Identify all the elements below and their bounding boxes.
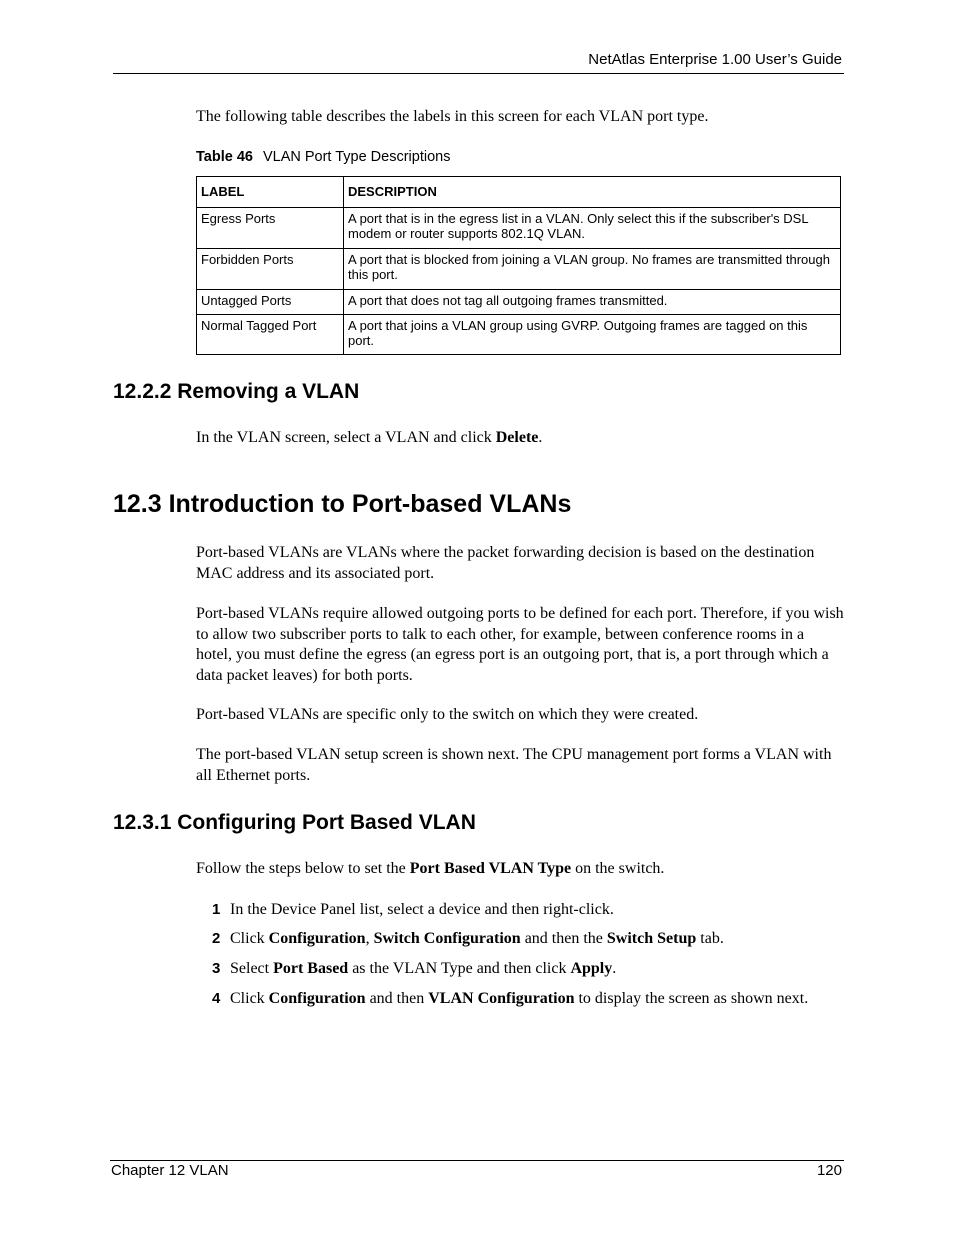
- running-header: NetAtlas Enterprise 1.00 User’s Guide: [588, 51, 842, 68]
- table-row: [197, 315, 841, 355]
- step-text-fragment: and then the: [520, 930, 607, 947]
- row-description: A port that joins a VLAN group using GVRP. Outgoing frames are tagged on this port.: [344, 315, 841, 355]
- section-heading-configuring-port-based-vlan: 12.3.1 Configuring Port Based VLAN: [113, 811, 476, 834]
- step-text: [230, 929, 835, 949]
- step-text-fragment: In the Device Panel list, select a device and then right-click.: [230, 901, 614, 918]
- step-text-fragment: ,: [365, 930, 374, 947]
- body-paragraph: The port-based VLAN setup screen is shown next. The CPU management port forms a VLAN with all Ethernet ports.: [196, 746, 832, 784]
- column-header-description: DESCRIPTION: [344, 177, 841, 208]
- step-text-fragment: .: [612, 960, 617, 977]
- lead-text-before: Follow the steps below to set the: [196, 860, 410, 877]
- step-number: 1: [212, 901, 221, 918]
- step-text-fragment: Select: [230, 960, 274, 977]
- removing-text-before: In the VLAN screen, select a VLAN and click: [196, 429, 496, 446]
- step-number: 3: [212, 960, 221, 977]
- row-description: A port that is blocked from joining a VLAN group. No frames are transmitted through this port.: [344, 249, 841, 290]
- table-caption-title: VLAN Port Type Descriptions: [262, 149, 451, 165]
- table-caption: [196, 149, 450, 165]
- table-row: [197, 249, 841, 290]
- step-text-fragment: and then: [365, 990, 429, 1007]
- step-text-fragment: as the VLAN Type and then click: [348, 960, 571, 977]
- row-label: Normal Tagged Port: [197, 315, 344, 355]
- row-label: Egress Ports: [197, 208, 344, 249]
- step-bold-term: VLAN Configuration: [428, 990, 575, 1007]
- lead-text-after: on the switch.: [571, 860, 665, 877]
- table-caption-label: Table 46: [196, 149, 253, 165]
- removing-text-after: .: [538, 429, 543, 446]
- step-text-fragment: Click: [230, 990, 269, 1007]
- chapter-heading-port-based-vlans: 12.3 Introduction to Port-based VLANs: [113, 490, 572, 518]
- table-row: [197, 208, 841, 249]
- step-bold-term: Switch Configuration: [373, 930, 521, 947]
- removing-vlan-paragraph: [196, 428, 844, 449]
- row-label: Untagged Ports: [197, 290, 344, 315]
- step-text: [230, 989, 835, 1009]
- row-label: Forbidden Ports: [197, 249, 344, 290]
- step-text: [230, 959, 835, 979]
- lead-bold: Port Based VLAN Type: [409, 860, 572, 877]
- step-bold-term: Switch Setup: [606, 930, 697, 947]
- step-text-fragment: Click: [230, 930, 269, 947]
- section-heading-removing-vlan: 12.2.2 Removing a VLAN: [113, 380, 360, 403]
- header-divider: [113, 73, 844, 74]
- step-text: [230, 900, 835, 920]
- vlan-port-type-table: [196, 176, 841, 355]
- step-text-fragment: tab.: [696, 930, 724, 947]
- step-bold-term: Configuration: [268, 930, 366, 947]
- delete-label: Delete: [495, 429, 539, 446]
- page-number: 120: [816, 1162, 842, 1179]
- step-bold-term: Port Based: [273, 960, 349, 977]
- step-text-fragment: to display the screen as shown next.: [574, 990, 809, 1007]
- footer-chapter: Chapter 12 VLAN: [111, 1162, 229, 1179]
- body-paragraph: Port-based VLANs are VLANs where the packet forwarding decision is based on the destination MAC address and its associated port.: [196, 544, 815, 582]
- row-description: A port that does not tag all outgoing frames transmitted.: [344, 290, 841, 315]
- table-row: [197, 290, 841, 315]
- step-bold-term: Configuration: [268, 990, 366, 1007]
- step-bold-term: Apply: [570, 960, 613, 977]
- table-header-row: [197, 177, 841, 208]
- body-paragraph: Port-based VLANs require allowed outgoing ports to be defined for each port. Therefore, if you wish to allow two subscriber ports to talk to each other, for example, between conference rooms in a hotel, you must define the egress (an egress port is an outgoing port, that is, a port through which a data packet leaves) for both ports.: [196, 605, 844, 684]
- body-paragraph: Port-based VLANs are specific only to the switch on which they were created.: [196, 706, 699, 723]
- column-header-label: LABEL: [197, 177, 344, 208]
- step-number: 4: [212, 990, 221, 1007]
- row-description: A port that is in the egress list in a VLAN. Only select this if the subscriber's DSL modem or router supports 802.1Q VLAN.: [344, 208, 841, 249]
- footer-divider: [110, 1160, 844, 1161]
- intro-paragraph: The following table describes the labels in this screen for each VLAN port type.: [196, 108, 709, 125]
- step-number: 2: [212, 930, 221, 947]
- config-lead-paragraph: [196, 859, 844, 880]
